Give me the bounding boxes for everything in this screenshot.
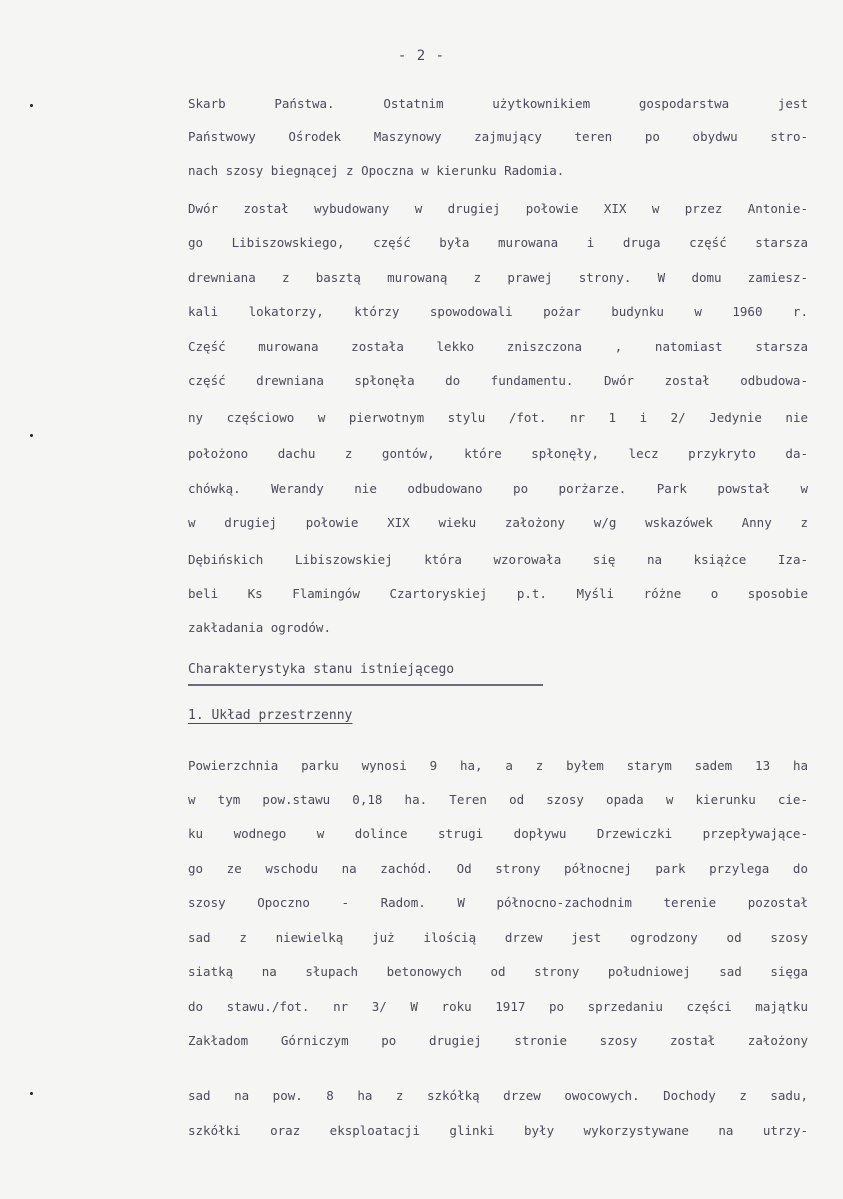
text-line: drewniana z basztą murowaną z prawej strony. W domu zamiesz- (188, 270, 808, 285)
text-line: Zakładom Górniczym po drugiej stronie szosy został założony (188, 1033, 808, 1048)
margin-mark (30, 434, 33, 437)
text-line: położono dachu z gontów, które spłonęły, lecz przykryto da- (188, 446, 808, 461)
heading-double-underline (188, 684, 543, 686)
text-line: szosy Opoczno - Radom. W północno-zachodnim terenie pozostał (188, 895, 808, 910)
text-line: Państwowy Ośrodek Maszynowy zajmujący teren po obydwu stro- (188, 129, 808, 144)
margin-mark (30, 104, 33, 107)
text-line: nach szosy biegnącej z Opoczna w kierunku Radomia. (188, 163, 565, 178)
text-line: do stawu./fot. nr 3/ W roku 1917 po sprzedaniu części majątku (188, 999, 808, 1014)
text-line: chówką. Werandy nie odbudowano po porżarze. Park powstał w (188, 481, 808, 496)
text-line: Skarb Państwa. Ostatnim użytkownikiem gospodarstwa jest (188, 96, 808, 111)
text-line: Dwór został wybudowany w drugiej połowie XIX w przez Antonie- (188, 201, 808, 216)
text-line: w drugiej połowie XIX wieku założony w/g wskazówek Anny z (188, 515, 808, 530)
text-line: ny częściowo w pierwotnym stylu /fot. nr 1 i 2/ Jedynie nie (188, 410, 808, 425)
text-line: go Libiszowskiego, część była murowana i druga część starsza (188, 235, 808, 250)
text-line: kali lokatorzy, którzy spowodowali pożar budynku w 1960 r. (188, 304, 808, 319)
text-line: sad na pow. 8 ha z szkółką drzew owocowych. Dochody z sadu, (188, 1088, 808, 1103)
subsection-heading: 1. Układ przestrzenny (188, 708, 353, 723)
margin-mark (30, 1092, 33, 1095)
page-number: - 2 - (397, 48, 446, 64)
text-line: część drewniana spłonęła do fundamentu. Dwór został odbudowa- (188, 373, 808, 388)
text-line: Powierzchnia parku wynosi 9 ha, a z byłem starym sadem 13 ha (188, 758, 808, 773)
text-line: szkółki oraz eksploatacji glinki były wykorzystywane na utrzy- (188, 1123, 808, 1138)
text-line: Część murowana została lekko zniszczona , natomiast starsza (188, 339, 808, 354)
text-line: Dębińskich Libiszowskiej która wzorowała się na książce Iza- (188, 552, 808, 567)
text-line: go ze wschodu na zachód. Od strony północnej park przylega do (188, 861, 808, 876)
text-line: sad z niewielką już ilością drzew jest ogrodzony od szosy (188, 930, 808, 945)
text-line: ku wodnego w dolince strugi dopływu Drzewiczki przepływające- (188, 826, 808, 841)
text-line: w tym pow.stawu 0,18 ha. Teren od szosy opada w kierunku cie- (188, 792, 808, 807)
section-heading: Charakterystyka stanu istniejącego (188, 662, 455, 677)
text-line: zakładania ogrodów. (188, 620, 331, 635)
text-line: siatką na słupach betonowych od strony południowej sad sięga (188, 964, 808, 979)
text-line: beli Ks Flamingów Czartoryskiej p.t. Myśli różne o sposobie (188, 586, 808, 601)
